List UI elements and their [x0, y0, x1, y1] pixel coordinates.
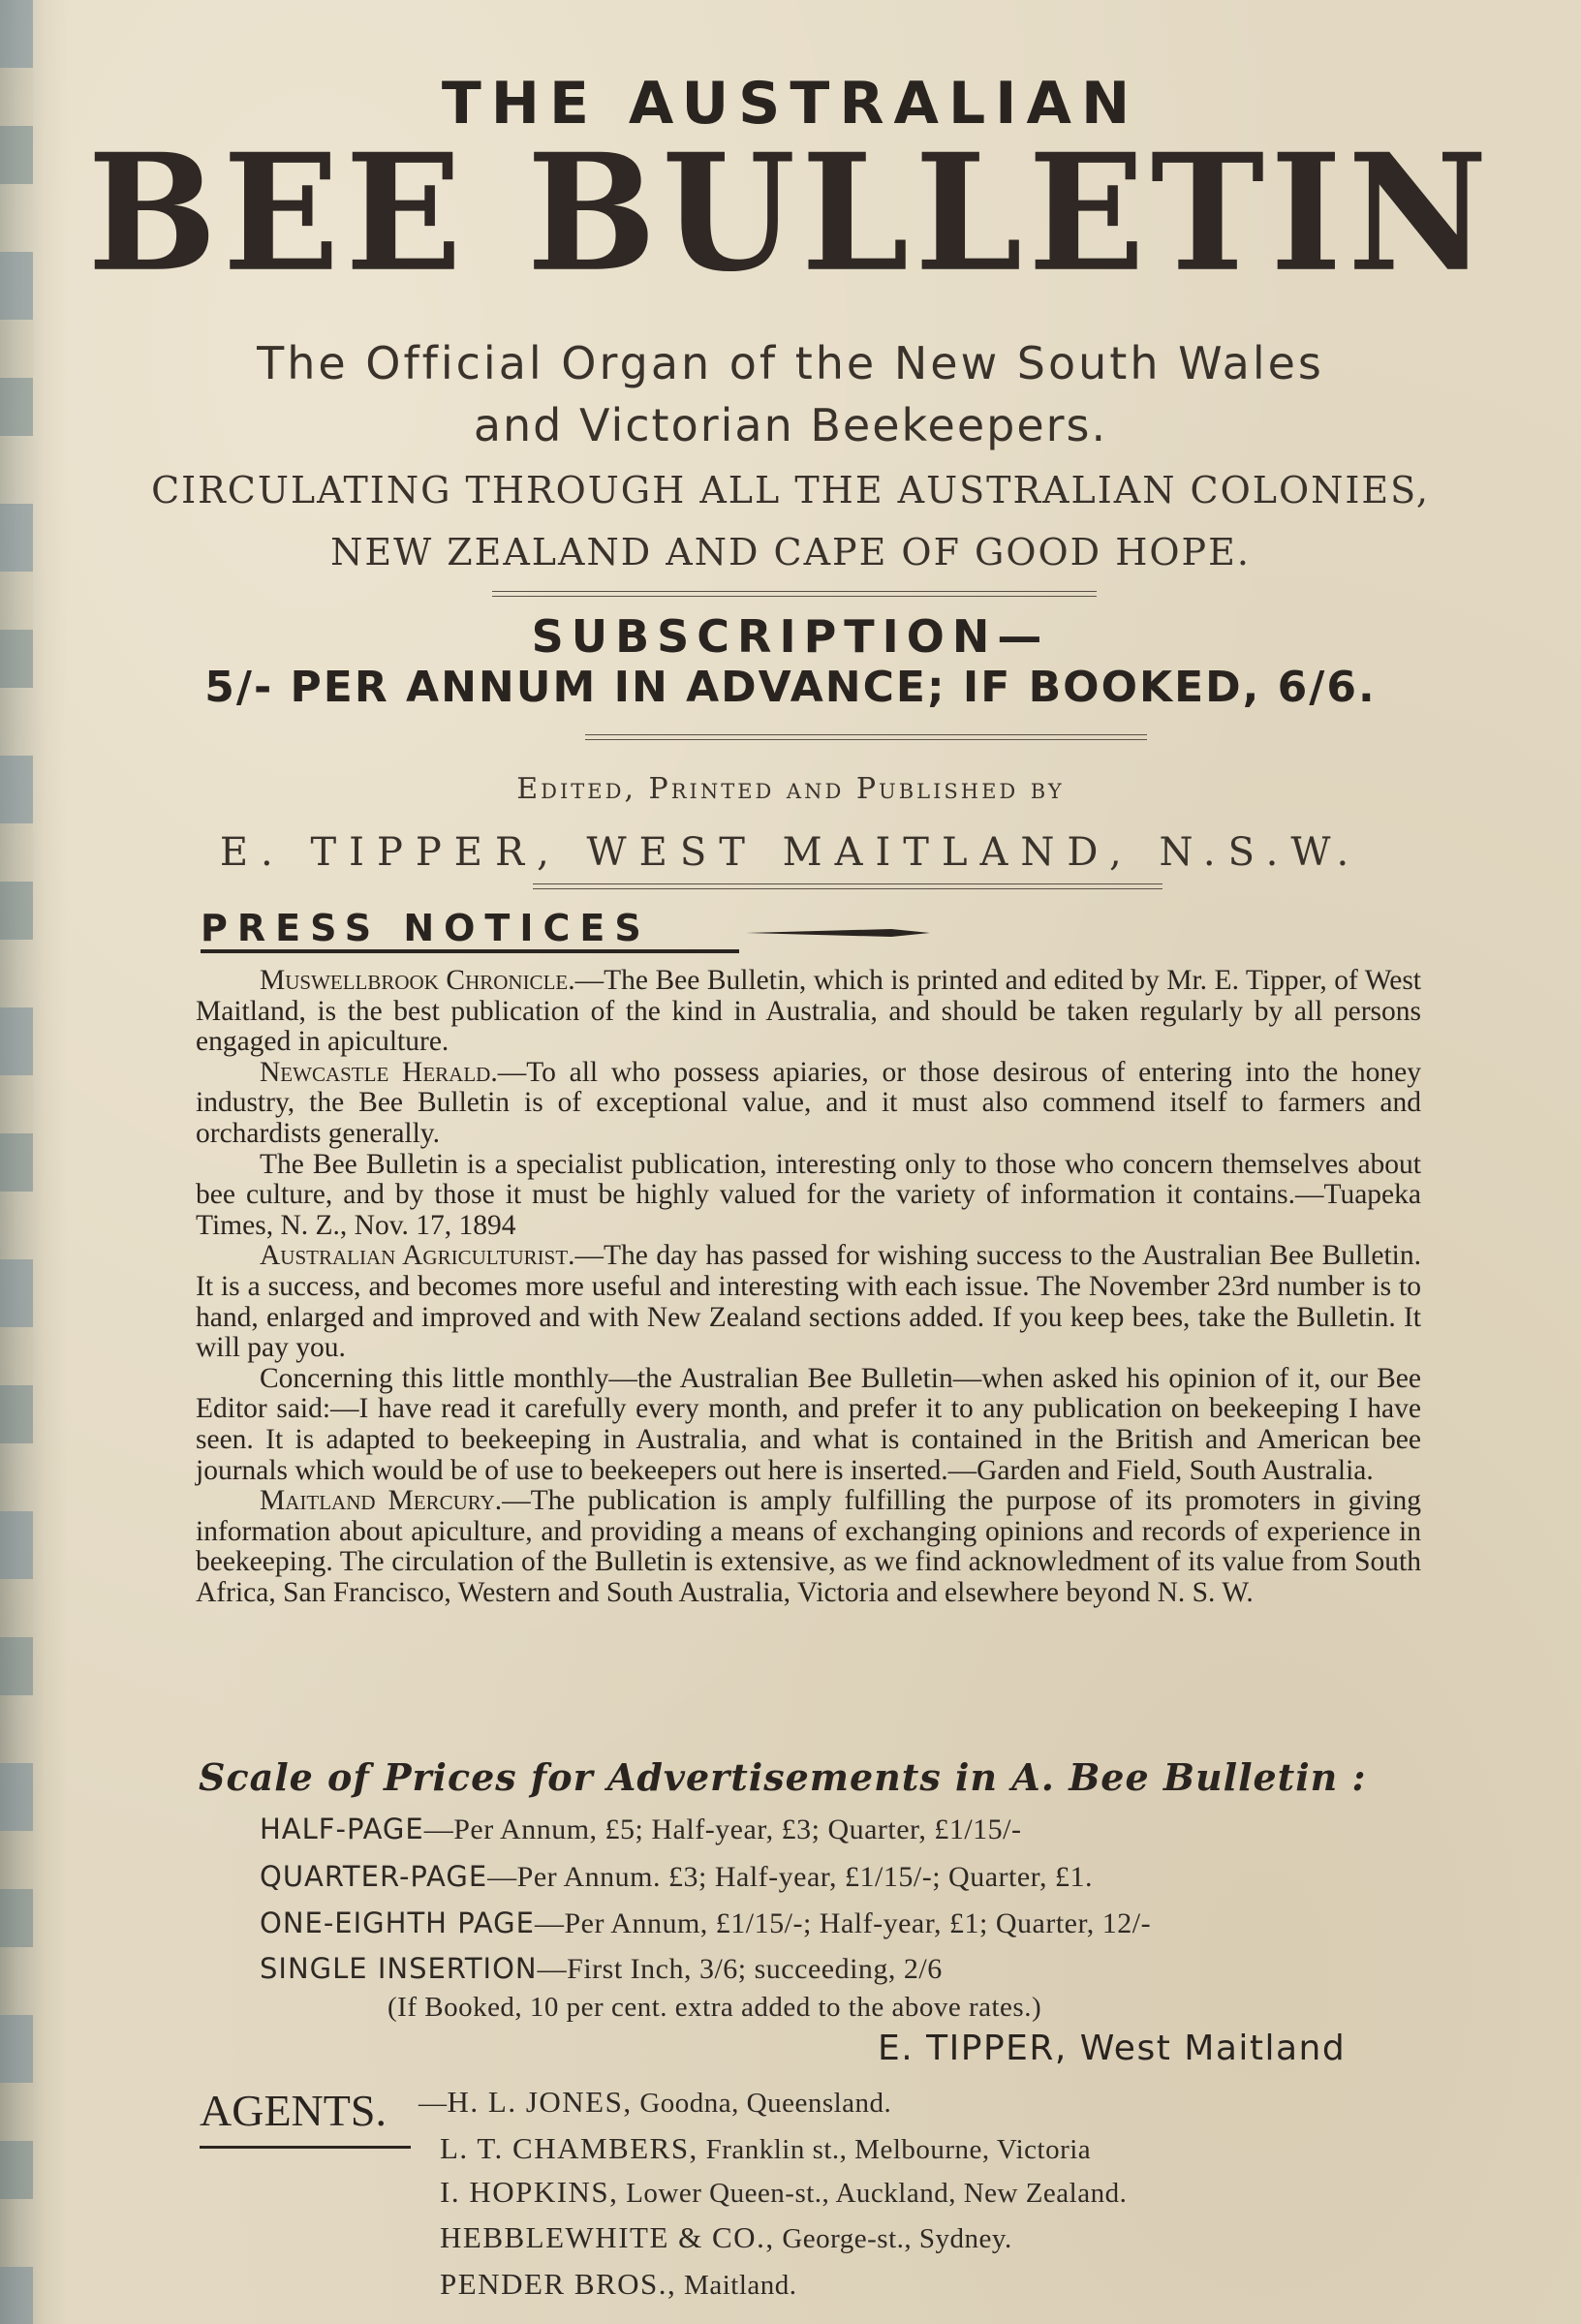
- press-notice: [196, 1364, 1421, 1486]
- advertising-heading: Scale of Prices for Advertisements in A. Bee Bulletin :: [199, 1755, 1367, 1799]
- press-notices-heading: PRESS NOTICES: [201, 907, 651, 949]
- notice-source: Muswellbrook Chronicle.: [260, 965, 575, 996]
- agent-entry: [440, 2131, 1091, 2166]
- ad-size: HALF-PAGE: [260, 1813, 424, 1845]
- agents-label: AGENTS.: [200, 2086, 387, 2135]
- agents-underline: [200, 2146, 411, 2149]
- edited-by-line: Edited, Printed and Published by: [516, 772, 1065, 806]
- agent-place: George-st., Sydney.: [782, 2223, 1012, 2254]
- ad-terms: —First Inch, 3/6; succeeding, 2/6: [537, 1953, 943, 1985]
- agent-entry: [440, 2220, 1012, 2255]
- organ-line-1: The Official Organ of the New South Wales: [257, 337, 1324, 389]
- ad-size: ONE-EIGHTH PAGE: [260, 1906, 535, 1939]
- masthead-title: BEE BULLETIN: [87, 119, 1494, 308]
- organ-line-2: and Victorian Beekeepers.: [473, 399, 1108, 451]
- divider-rule: [585, 734, 1147, 740]
- agent-place: Lower Queen-st., Auckland, New Zealand.: [626, 2178, 1128, 2209]
- ad-rate-line: [260, 1860, 1093, 1894]
- circulation-line-2: NEW ZEALAND AND CAPE OF GOOD HOPE.: [330, 531, 1251, 573]
- agent-entry: —H. L. JONES, Goodna, Queensland.: [418, 2085, 892, 2119]
- notice-text: The Bee Bulletin is a specialist publication, interesting only to those who concern themselves about bee culture, and by those it must be highly valued for the variety of information it contains.—Tuapeka Times, N. Z., Nov. 17, 1894: [196, 1148, 1421, 1241]
- ad-terms: —Per Annum. £3; Half-year, £1/15/-; Quarter, £1.: [487, 1861, 1093, 1893]
- notice-text: Concerning this little monthly—the Australian Bee Bulletin—when asked his opinion of it, our Bee Editor said:—I have read it carefully every month, and prefer it to any publication on beekeeping I have seen. It is adapted to beekeeping in Australia, and what is contained in the British and American bee journals which would be of use to beekeepers out here is inserted.—Garden and Field, South Australia.: [196, 1362, 1421, 1486]
- press-notice: [196, 1058, 1421, 1150]
- ad-rate-line: [260, 1813, 1022, 1846]
- notice-source: Maitland Mercury.: [260, 1485, 503, 1517]
- ad-terms: —Per Annum, £5; Half-year, £3; Quarter, £1/15/-: [423, 1813, 1022, 1845]
- publisher-line: E. TIPPER, WEST MAITLAND, N.S.W.: [219, 830, 1362, 875]
- masthead-pre-title: THE AUSTRALIAN: [441, 70, 1140, 138]
- agent-name: L. T. CHAMBERS,: [440, 2131, 698, 2165]
- subscription-terms: 5/- PER ANNUM IN ADVANCE; IF BOOKED, 6/6.: [204, 663, 1377, 712]
- divider-rule: [533, 883, 1162, 889]
- agent-entry: [440, 2175, 1127, 2210]
- ad-rate-line: [260, 1952, 943, 1986]
- notice-text: —The Bee Bulletin, which is printed and edited by Mr. E. Tipper, of West Maitland, is the best publication of the kind in Australia, and should be taken regularly by all persons engaged in apiculture.: [196, 965, 1421, 1058]
- swash-ornament-icon: [746, 926, 930, 940]
- subscription-heading: SUBSCRIPTION—: [531, 610, 1050, 663]
- ad-booking-note: (If Booked, 10 per cent. extra added to the above rates.): [388, 1992, 1042, 2023]
- agent-place: Franklin st., Melbourne, Victoria: [705, 2134, 1092, 2165]
- press-notice: [196, 1150, 1421, 1242]
- agent-name: H. L. JONES,: [447, 2085, 633, 2119]
- notice-source: Australian Agriculturist.: [260, 1240, 575, 1272]
- ad-rate-line: [260, 1906, 1151, 1940]
- agent-name: I. HOPKINS,: [440, 2175, 619, 2209]
- agent-name: PENDER BROS.,: [440, 2267, 677, 2301]
- agent-place: Goodna, Queensland.: [639, 2088, 892, 2119]
- ad-size: SINGLE INSERTION: [260, 1952, 538, 1985]
- agent-entry: [440, 2267, 797, 2302]
- notice-source: Newcastle Herald.: [260, 1056, 498, 1088]
- notice-text: —To all who possess apiaries, or those desirous of entering into the honey industry, the Bee Bulletin is of exceptional value, and it must also commend itself to farmers and orchardists generally.: [196, 1056, 1421, 1149]
- agent-place: Maitland.: [684, 2270, 797, 2301]
- ad-signature: E. TIPPER, West Maitland: [878, 2029, 1347, 2068]
- press-notices-underline: [201, 949, 739, 953]
- ad-terms: —Per Annum, £1/15/-; Half-year, £1; Quarter, 12/-: [534, 1907, 1152, 1939]
- agent-name: HEBBLEWHITE & CO.,: [440, 2220, 775, 2254]
- divider-rule: [492, 591, 1097, 597]
- notice-text: —The day has passed for wishing success to the Australian Bee Bulletin. It is a success, and becomes more useful and interesting with each issue. The November 23rd number is to hand, enlarged and improved and with New Zealand sections added. If you keep bees, take the Bulletin. It will pay you.: [196, 1240, 1421, 1364]
- notice-text: —The publication is amply fulfilling the purpose of its promoters in giving information about apiculture, and providing a means of exchanging opinions and records of experience in beekeeping. The circulation of the Bulletin is extensive, as we find acknowledment of its value from South Africa, San Francisco, Western and South Australia, Victoria and elsewhere beyond N. S. W.: [196, 1485, 1421, 1608]
- circulation-line-1: CIRCULATING THROUGH ALL THE AUSTRALIAN COLONIES,: [151, 469, 1430, 511]
- ad-size: QUARTER-PAGE: [260, 1860, 488, 1893]
- press-notices-body: [196, 966, 1421, 1608]
- press-notice: [196, 1486, 1421, 1608]
- press-notice: [196, 966, 1421, 1058]
- press-notice: [196, 1241, 1421, 1363]
